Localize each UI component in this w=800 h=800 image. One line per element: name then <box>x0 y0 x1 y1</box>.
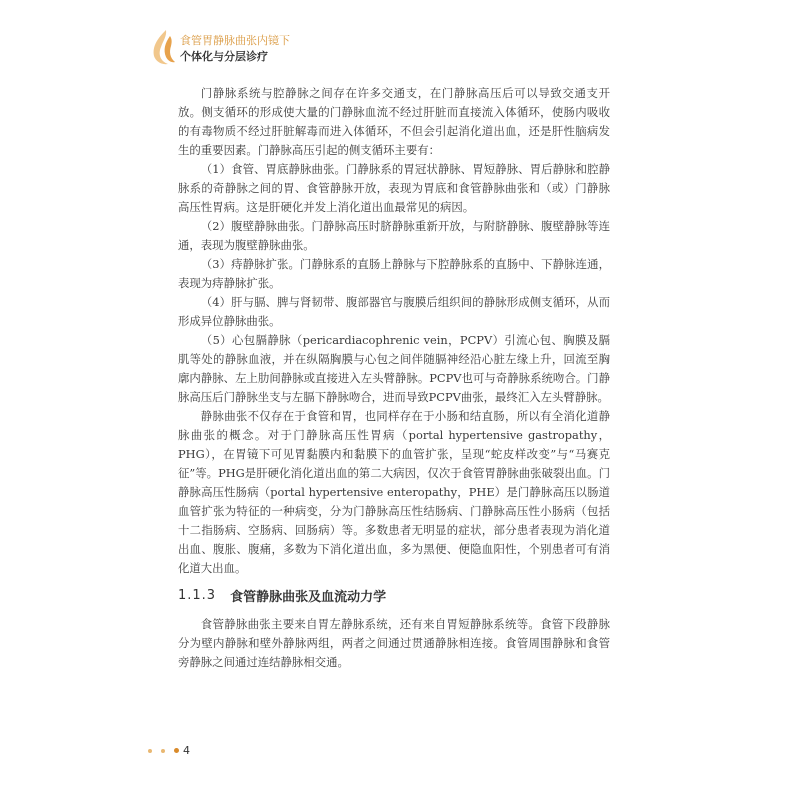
body-paragraph: 食管静脉曲张主要来自胃左静脉系统，还有来自胃短静脉系统等。食管下段静脉分为壁内静脉和壁外静脉两组，两者之间通过贯通静脉相连接。食管周围静脉和食管旁静脉之间通过连结静脉相交通。 <box>178 617 610 669</box>
body-paragraph: （4）肝与膈、脾与肾韧带、腹部器官与腹膜后组织间的静脉形成侧支循环，从而形成异位静脉曲张。 <box>178 295 610 328</box>
header-title-line2: 个体化与分层诊疗 <box>180 50 268 63</box>
page-footer <box>148 744 190 757</box>
flame-logo-icon <box>148 28 178 66</box>
footer-dot-icon <box>174 748 179 753</box>
body-paragraph: （1）食管、胃底静脉曲张。门静脉系的胃冠状静脉、胃短静脉、胃后静脉和腔静脉系的奇静脉之间的胃、食管静脉开放，表现为胃底和食管静脉曲张和（或）门静脉高压性胃病。这是肝硬化并发上消化道出血最常见的病因。 <box>178 162 610 214</box>
body-paragraph: （3）痔静脉扩张。门静脉系的直肠上静脉与下腔静脉系的直肠中、下静脉连通，表现为痔静脉扩张。 <box>178 257 610 290</box>
body-paragraph: （2）腹壁静脉曲张。门静脉高压时脐静脉重新开放，与附脐静脉、腹壁静脉等连通，表现为腹壁静脉曲张。 <box>178 219 610 252</box>
header-title-line1: 食管胃静脉曲张内镜下 <box>180 34 290 47</box>
body-paragraph: （5）心包膈静脉（pericardiacophrenic vein，PCPV）引流心包、胸膜及膈肌等处的静脉血液，并在纵隔胸膜与心包之间伴随膈神经沿心脏左缘上升，回流至胸廓内静脉、左上肋间静脉或直接进入左头臂静脉。PCPV也可与奇静脉系统吻合。门静脉高压后门静脉坐支与左膈下静脉吻合，进而导致PCPV曲张，最终汇入左头臂静脉。 <box>178 333 610 404</box>
section-title: 食管静脉曲张及血流动力学 <box>230 590 387 605</box>
page-number: 4 <box>183 744 190 757</box>
footer-dot-icon <box>148 749 152 753</box>
footer-dot-icon <box>161 749 165 753</box>
section-heading <box>178 586 610 605</box>
page-body <box>178 84 610 672</box>
section-number: 1.1.3 <box>178 588 217 603</box>
body-paragraph: 门静脉系统与腔静脉之间存在许多交通支，在门静脉高压后可以导致交通支开放。侧支循环的形成使大量的门静脉血流不经过肝脏而直接流入体循环，使肠内吸收的有毒物质不经过肝脏解毒而进入体循环，不但会引起消化道出血，还是肝性脑病发生的重要因素。门静脉高压引起的侧支循环主要有： <box>178 86 610 157</box>
body-paragraph: 静脉曲张不仅存在于食管和胃，也同样存在于小肠和结直肠，所以有全消化道静脉曲张的概念。对于门静脉高压性胃病（portal hypertensive gastropathy，PHG），在胃镜下可见胃黏膜内和黏膜下的血管扩张，呈现“蛇皮样改变”与“马赛克征”等。PHG是肝硬化消化道出血的第二大病因，仅次于食管胃静脉曲张破裂出血。门静脉高压性肠病（portal hypertensive enteropathy，PHE）是门静脉高压以肠道血管扩张为特征的一种病变，分为门静脉高压性结肠病、门静脉高压性小肠病（包括十二指肠病、空肠病、回肠病）等。多数患者无明显的症状，部分患者表现为消化道出血、腹胀、腹痛，多数为下消化道出血，多为黑便、便隐血阳性，个别患者可有消化道大出血。 <box>178 409 610 575</box>
